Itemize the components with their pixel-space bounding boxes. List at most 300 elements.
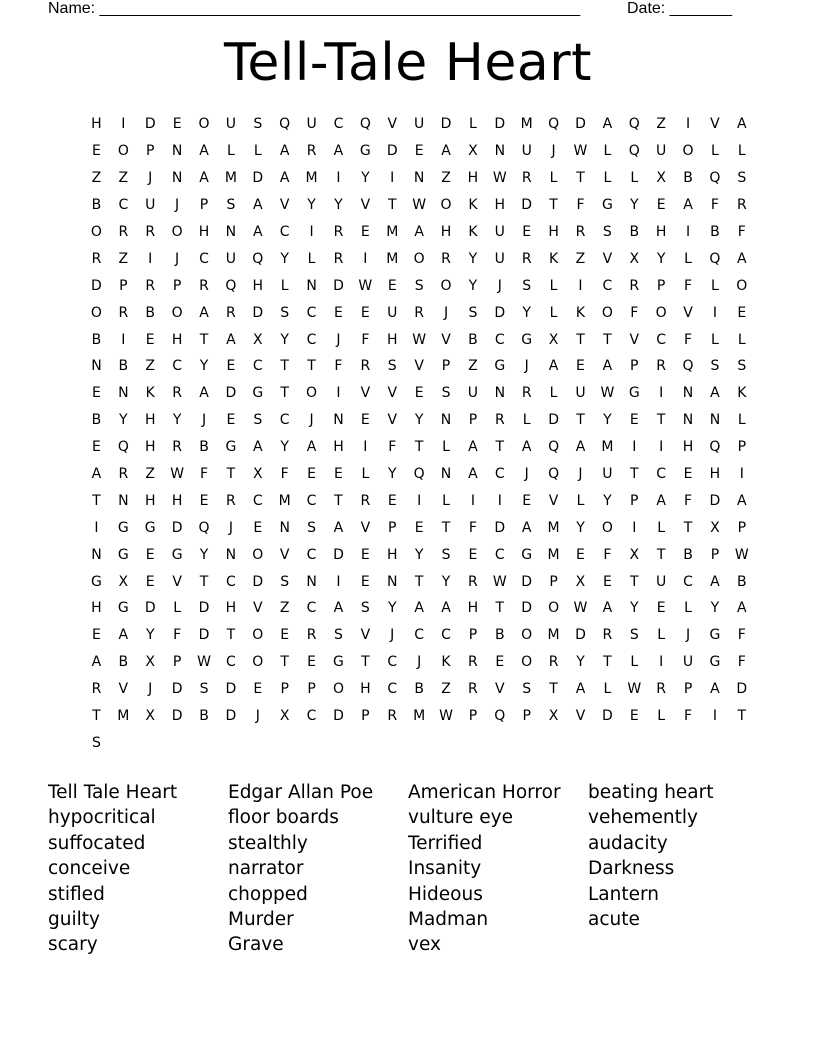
grid-letter: H (655, 224, 667, 240)
grid-letter: X (145, 708, 156, 725)
grid-letter: Z (575, 250, 586, 267)
grid-letter: A (279, 170, 290, 187)
grid-letter: R (145, 224, 156, 240)
grid-letter: J (524, 466, 529, 483)
grid-letter: C (387, 654, 398, 671)
word-list-item: conceive (48, 858, 131, 880)
grid-letter: M (547, 627, 560, 644)
grid-letter: H (386, 331, 398, 348)
grid-letter: D (601, 708, 613, 725)
grid-letter: A (333, 519, 344, 536)
grid-letter: A (253, 439, 263, 456)
grid-letter: P (146, 143, 155, 160)
grid-letter: N (118, 385, 129, 402)
grid-letter: G (601, 197, 613, 214)
grid-letter: I (659, 654, 664, 671)
grid-letter: T (495, 439, 505, 456)
grid-letter: R (387, 708, 398, 725)
grid-letter: V (387, 412, 398, 429)
grid-letter: F (737, 627, 746, 644)
grid-letter: E (145, 573, 155, 590)
grid-letter: J (685, 627, 691, 644)
grid-letter: F (603, 546, 612, 563)
grid-letter: D (252, 170, 264, 187)
word-list-item: Edgar Allan Poe (228, 782, 374, 803)
word-list-item: American Horror (408, 782, 561, 803)
grid-letter: X (656, 170, 666, 187)
grid-letter: Y (603, 412, 612, 429)
grid-letter: H (144, 439, 156, 456)
grid-letter: T (307, 358, 316, 375)
grid-letter: Y (199, 358, 209, 375)
word-list-item: vulture eye (408, 807, 513, 829)
word-list-item: guilty (48, 908, 100, 930)
grid-letter: Z (441, 681, 451, 698)
word-list-item: stifled (48, 883, 105, 905)
grid-letter: J (497, 277, 502, 294)
grid-letter: E (360, 546, 370, 563)
grid-letter: X (710, 519, 720, 536)
grid-letter: Q (494, 708, 506, 725)
grid-letter: Q (252, 250, 264, 267)
grid-letter: L (737, 331, 746, 348)
grid-letter: C (494, 466, 505, 483)
grid-letter: Y (361, 170, 370, 187)
grid-letter: A (253, 197, 263, 214)
grid-letter: L (657, 519, 666, 536)
grid-letter: P (630, 492, 639, 509)
grid-letter: D (225, 681, 237, 698)
grid-letter: E (656, 600, 666, 617)
grid-letter: A (710, 573, 720, 590)
grid-letter: X (548, 331, 559, 348)
grid-letter: Y (280, 331, 289, 348)
grid-letter: E (172, 116, 182, 133)
grid-letter: D (144, 116, 156, 133)
grid-letter: M (601, 439, 614, 456)
grid-letter: P (119, 277, 128, 294)
grid-letter: S (629, 627, 639, 644)
grid-letter: C (252, 358, 263, 375)
grid-letter: V (253, 600, 263, 617)
grid-letter: L (630, 654, 639, 671)
grid-letter: K (737, 385, 747, 402)
grid-letter: H (494, 197, 506, 214)
grid-letter: I (632, 439, 637, 456)
grid-letter: E (253, 681, 263, 698)
grid-letter: G (171, 546, 183, 563)
grid-letter: G (144, 519, 156, 536)
word-list-item: audacity (588, 832, 668, 854)
grid-letter: W (573, 600, 588, 617)
grid-letter: E (360, 412, 370, 429)
grid-letter: F (684, 708, 693, 725)
grid-letter: K (575, 304, 586, 321)
grid-letter: P (630, 358, 639, 375)
grid-letter: T (737, 708, 747, 725)
grid-letter: R (656, 681, 667, 698)
grid-letter: E (414, 143, 424, 160)
grid-letter: P (710, 546, 720, 563)
grid-letter: V (629, 331, 640, 348)
grid-letter: D (521, 573, 533, 590)
grid-letter: T (441, 519, 451, 536)
grid-letter: Y (387, 600, 397, 617)
grid-letter: T (549, 197, 558, 214)
grid-letter: O (601, 304, 613, 321)
grid-letter: H (91, 600, 102, 617)
grid-letter: E (253, 519, 263, 536)
date-field[interactable]: Date: _______ (627, 0, 732, 17)
grid-letter: A (414, 600, 424, 617)
grid-letter: B (118, 358, 129, 375)
grid-letter: F (173, 627, 182, 644)
grid-letter: C (602, 277, 613, 294)
grid-letter: A (91, 654, 102, 671)
grid-letter: B (710, 224, 720, 240)
grid-letter: Y (334, 197, 343, 214)
grid-letter: S (441, 546, 451, 563)
grid-letter: M (117, 708, 130, 725)
grid-letter: Q (709, 439, 721, 456)
grid-letter: A (199, 385, 209, 402)
grid-letter: B (91, 412, 102, 429)
grid-letter: W (573, 143, 588, 160)
grid-letter: C (226, 573, 236, 590)
grid-letter: Y (656, 250, 666, 267)
grid-letter: U (306, 116, 317, 133)
grid-letter: U (682, 654, 694, 671)
grid-letter: B (683, 546, 693, 563)
grid-letter: C (494, 331, 505, 348)
grid-letter: Y (414, 546, 424, 563)
grid-letter: D (575, 627, 586, 644)
word-list-item: Murder (228, 908, 294, 930)
grid-letter: R (441, 250, 451, 267)
grid-letter: V (602, 250, 613, 267)
grid-letter: H (144, 492, 156, 509)
grid-letter: F (280, 466, 289, 483)
grid-letter: Y (522, 304, 531, 321)
grid-letter: O (601, 519, 613, 536)
grid-letter: F (199, 466, 209, 483)
grid-letter: C (226, 654, 236, 671)
grid-letter: N (440, 412, 452, 429)
grid-letter: Q (279, 116, 291, 133)
grid-letter: O (171, 224, 183, 240)
grid-letter: P (172, 654, 182, 671)
grid-letter: H (548, 224, 559, 240)
grid-letter: D (333, 277, 344, 294)
grid-letter: W (412, 197, 427, 214)
grid-letter: R (521, 170, 532, 187)
grid-letter: V (387, 385, 398, 402)
grid-letter: J (255, 708, 260, 725)
grid-letter: U (656, 143, 667, 160)
word-list-item: beating heart (588, 782, 714, 803)
grid-letter: Q (359, 116, 371, 133)
grid-letter: T (495, 600, 505, 617)
grid-letter: B (118, 654, 129, 671)
grid-letter: S (280, 304, 290, 321)
grid-letter: A (441, 143, 451, 160)
grid-letter: Y (576, 519, 585, 536)
grid-letter: G (225, 439, 237, 456)
grid-letter: G (333, 654, 344, 671)
grid-letter: G (252, 385, 264, 402)
grid-letter: U (575, 385, 586, 402)
grid-letter: A (333, 600, 344, 617)
grid-letter: R (656, 358, 667, 375)
grid-letter: N (225, 546, 237, 563)
grid-letter: P (737, 519, 747, 536)
grid-letter: Q (413, 466, 425, 483)
grid-letter: E (199, 492, 209, 509)
word-list-item: scary (48, 934, 98, 956)
grid-letter: J (148, 170, 153, 187)
grid-letter: A (226, 331, 236, 348)
grid-letter: K (548, 250, 559, 267)
grid-letter: V (118, 681, 129, 698)
grid-letter: A (737, 492, 747, 509)
grid-letter: V (683, 304, 693, 321)
grid-letter: L (603, 143, 612, 160)
grid-letter: V (360, 627, 371, 644)
word-list-item: Madman (408, 908, 489, 930)
grid-letter: N (413, 170, 425, 187)
grid-letter: N (709, 412, 721, 429)
grid-letter: I (417, 492, 422, 509)
grid-letter: A (737, 600, 747, 617)
grid-letter: N (494, 385, 506, 402)
grid-letter: A (333, 143, 344, 160)
grid-letter: O (252, 654, 264, 671)
grid-letter: X (252, 331, 263, 348)
grid-letter: L (603, 681, 612, 698)
grid-letter: L (737, 412, 746, 429)
grid-letter: L (711, 143, 719, 160)
grid-letter: L (307, 250, 316, 267)
grid-letter: A (414, 224, 424, 240)
grid-letter: C (252, 492, 263, 509)
grid-letter: L (226, 143, 235, 160)
grid-letter: Y (629, 197, 639, 214)
grid-letter: E (629, 412, 639, 429)
grid-letter: Z (279, 600, 290, 617)
grid-letter: E (280, 627, 290, 644)
grid-letter: F (361, 331, 370, 348)
word-list-item: Darkness (588, 858, 675, 880)
grid-letter: Y (119, 412, 128, 429)
grid-letter: D (521, 197, 533, 214)
grid-letter: B (91, 197, 102, 214)
grid-letter: L (469, 116, 477, 133)
grid-letter: C (306, 331, 317, 348)
grid-letter: Q (628, 143, 640, 160)
grid-letter: R (521, 385, 532, 402)
grid-letter: Y (172, 412, 182, 429)
grid-letter: R (306, 143, 317, 160)
grid-letter: I (685, 224, 691, 240)
grid-letter: D (171, 519, 183, 536)
grid-letter: N (682, 412, 694, 429)
grid-letter: O (521, 627, 533, 644)
word-list-item: floor boards (228, 807, 339, 829)
grid-letter: E (387, 277, 397, 294)
grid-letter: C (333, 116, 344, 133)
grid-letter: A (521, 439, 532, 456)
grid-letter: L (684, 600, 692, 617)
grid-letter: R (118, 466, 129, 483)
grid-letter: N (171, 170, 183, 187)
grid-letter: Y (387, 466, 397, 483)
grid-letter: N (682, 385, 694, 402)
grid-letter: E (334, 466, 343, 483)
name-field[interactable]: Name: ______________________________________________________ (48, 0, 581, 17)
grid-letter: L (442, 439, 450, 456)
grid-letter: G (494, 358, 506, 375)
grid-letter: M (547, 519, 560, 536)
grid-letter: Y (629, 600, 639, 617)
grid-letter: S (522, 277, 532, 294)
grid-letter: I (659, 439, 664, 456)
grid-letter: G (628, 385, 640, 402)
grid-letter: W (439, 708, 453, 725)
grid-letter: A (656, 492, 666, 509)
grid-letter: Q (682, 358, 694, 375)
grid-letter: S (280, 573, 290, 590)
grid-letter: F (684, 331, 693, 348)
grid-letter: V (710, 116, 720, 133)
grid-letter: X (629, 250, 640, 267)
grid-letter: U (521, 143, 532, 160)
grid-letter: S (468, 304, 478, 321)
grid-letter: D (198, 627, 210, 644)
grid-letter: E (737, 304, 747, 321)
grid-letter: V (548, 492, 559, 509)
word-list-item: Grave (228, 934, 284, 956)
grid-letter: F (684, 277, 693, 294)
grid-letter: U (494, 224, 505, 240)
grid-letter: M (520, 116, 533, 133)
grid-letter: T (92, 708, 101, 725)
grid-letter: T (656, 412, 666, 429)
grid-letter: R (306, 627, 317, 644)
grid-letter: R (226, 304, 236, 321)
grid-letter: K (145, 385, 155, 402)
grid-letter: E (307, 654, 316, 671)
grid-letter: E (92, 627, 101, 644)
grid-letter: D (494, 304, 506, 321)
grid-letter: C (172, 358, 182, 375)
grid-letter: W (197, 654, 211, 671)
grid-letter: J (309, 412, 314, 429)
grid-letter: Y (603, 492, 612, 509)
grid-letter: A (683, 197, 693, 214)
grid-letter: S (334, 627, 343, 644)
grid-letter: Y (468, 250, 478, 267)
grid-letter: M (305, 170, 318, 187)
grid-letter: F (334, 358, 343, 375)
grid-letter: N (91, 546, 102, 563)
grid-letter: T (226, 466, 236, 483)
grid-letter: Q (709, 170, 721, 187)
grid-letter: H (333, 439, 344, 456)
grid-letter: B (468, 331, 478, 348)
grid-letter: V (279, 197, 290, 214)
grid-letter: I (148, 250, 153, 267)
grid-letter: J (201, 412, 207, 429)
grid-letter: Q (198, 519, 210, 536)
grid-letter: L (711, 277, 719, 294)
grid-letter: B (91, 331, 102, 348)
grid-letter: S (92, 734, 101, 751)
grid-letter: M (386, 224, 399, 240)
grid-letter: E (468, 546, 478, 563)
grid-letter: M (224, 170, 237, 187)
grid-letter: A (602, 116, 613, 133)
grid-letter: O (306, 385, 318, 402)
grid-letter: W (170, 466, 185, 483)
grid-letter: C (656, 331, 667, 348)
grid-letter: I (497, 492, 502, 509)
grid-letter: Q (548, 466, 560, 483)
grid-letter: D (386, 143, 398, 160)
grid-letter: O (736, 277, 748, 294)
grid-letter: A (602, 358, 613, 375)
grid-letter: S (387, 358, 397, 375)
grid-letter: X (252, 466, 263, 483)
grid-letter: O (440, 277, 452, 294)
grid-letter: L (684, 250, 692, 267)
grid-letter: P (172, 277, 182, 294)
grid-letter: W (734, 546, 749, 563)
grid-letter: Q (548, 116, 560, 133)
grid-letter: T (280, 654, 289, 671)
grid-letter: P (522, 708, 531, 725)
word-list-item: stealthly (228, 832, 308, 854)
grid-letter: I (336, 573, 341, 590)
grid-letter: D (736, 681, 748, 698)
grid-letter: R (468, 654, 478, 671)
grid-letter: D (252, 573, 264, 590)
grid-letter: J (336, 331, 341, 348)
grid-letter: F (388, 439, 397, 456)
grid-letter: O (252, 627, 264, 644)
grid-letter: D (144, 600, 156, 617)
grid-letter: E (576, 546, 585, 563)
grid-letter: O (198, 116, 210, 133)
grid-letter: Z (441, 170, 451, 187)
grid-letter: N (494, 143, 506, 160)
word-list-item: Tell Tale Heart (48, 782, 178, 803)
grid-letter: C (414, 627, 425, 644)
grid-letter: B (683, 170, 693, 187)
grid-letter: B (495, 627, 505, 644)
grid-letter: T (629, 573, 639, 590)
grid-letter: F (737, 654, 746, 671)
grid-letter: R (521, 250, 532, 267)
grid-letter: N (225, 224, 237, 240)
grid-letter: Y (441, 573, 451, 590)
grid-letter: L (576, 492, 585, 509)
grid-letter: T (683, 519, 693, 536)
grid-letter: C (387, 681, 398, 698)
grid-letter: S (253, 116, 263, 133)
grid-letter: S (199, 681, 209, 698)
grid-letter: P (361, 708, 370, 725)
grid-letter: T (199, 573, 209, 590)
